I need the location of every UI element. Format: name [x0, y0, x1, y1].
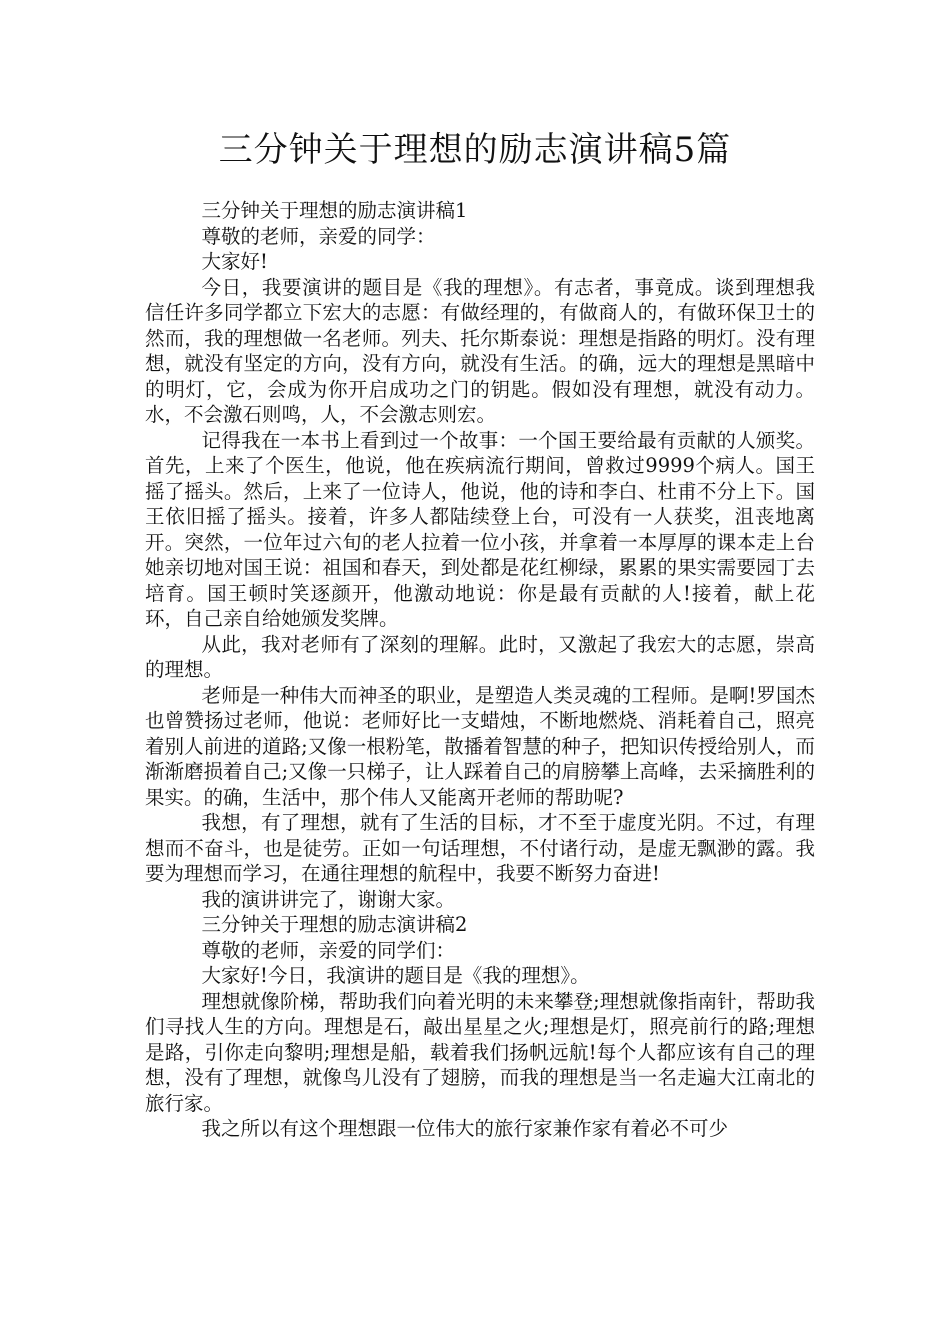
document-title: 三分钟关于理想的励志演讲稿5篇	[218, 130, 732, 170]
paragraph: 理想就像阶梯，帮助我们向着光明的未来攀登;理想就像指南针，帮助我们寻找人生的方向。理想是石，敲出星星之火;理想是灯，照亮前行的路;理想是路，引你走向黎明;理想是船，载着我们扬帆远航!每个人都应该有自己的理想，没有了理想，就像鸟儿没有了翅膀，而我的理想是当一名走遍大江南北的旅行家。	[145, 989, 815, 1115]
speech-2-salutation: 尊敬的老师，亲爱的同学们：	[201, 938, 456, 962]
speech-1-greeting: 大家好!	[201, 250, 268, 273]
paragraph: 老师是一种伟大而神圣的职业，是塑造人类灵魂的工程师。是啊!罗国杰也曾赞扬过老师，他说：老师好比一支蜡烛，不断地燃烧、消耗着自己，照亮着别人前进的道路;又像一根粉笔，散播着智慧的种子，把知识传授给别人，而渐渐磨损着自己;又像一只梯子，让人踩着自己的肩膀攀上高峰，去采摘胜利的果实。的确，生活中，那个伟人又能离开老师的帮助呢?	[145, 683, 815, 809]
speech-2-greeting: 大家好!今日，我演讲的题目是《我的理想》。	[201, 964, 590, 987]
speech-1-heading: 三分钟关于理想的励志演讲稿1	[201, 199, 468, 222]
speech-1-salutation: 尊敬的老师，亲爱的同学：	[201, 224, 436, 248]
document-body	[145, 198, 815, 1142]
paragraph: 从此，我对老师有了深刻的理解。此时，又激起了我宏大的志愿，崇高的理想。	[145, 632, 815, 681]
paragraph: 我之所以有这个理想跟一位伟大的旅行家兼作家有着必不可少	[201, 1117, 729, 1140]
paragraph: 记得我在一本书上看到过一个故事：一个国王要给最有贡献的人颁奖。首先，上来了个医生，他说，他在疾病流行期间，曾救过9999个病人。国王摇了摇头。然后，上来了一位诗人，他说，他的诗和李白、杜甫不分上下。国王依旧摇了摇头。接着，许多人都陆续登上台，可没有一人获奖，沮丧地离开。突然，一位年过六旬的老人拉着一位小孩，并拿着一本厚厚的课本走上台她亲切地对国王说：祖国和春天，到处都是花红柳绿，累累的果实需要园丁去培育。国王顿时笑逐颜开，他激动地说：你是最有贡献的人!接着，献上花环，自己亲自给她颁发奖牌。	[145, 428, 815, 630]
paragraph: 今日，我要演讲的题目是《我的理想》。有志者，事竟成。谈到理想我信任许多同学都立下宏大的志愿：有做经理的，有做商人的，有做环保卫士的然而，我的理想做一名老师。列夫、托尔斯泰说：理想是指路的明灯。没有理想，就没有坚定的方向，没有方向，就没有生活。的确，远大的理想是黑暗中的明灯，它，会成为你开启成功之门的钥匙。假如没有理想，就没有动力。水，不会激石则鸣，人，不会激志则宏。	[145, 275, 815, 426]
paragraph: 我想，有了理想，就有了生活的目标，才不至于虚度光阴。不过，有理想而不奋斗，也是徒劳。正如一句话理想，不付诸行动，是虚无飘渺的露。我要为理想而学习，在通往理想的航程中，我要不断努力奋进!	[145, 811, 815, 885]
speech-2-heading: 三分钟关于理想的励志演讲稿2	[201, 913, 468, 936]
speech-1-closing: 我的演讲讲完了，谢谢大家。	[201, 887, 456, 911]
